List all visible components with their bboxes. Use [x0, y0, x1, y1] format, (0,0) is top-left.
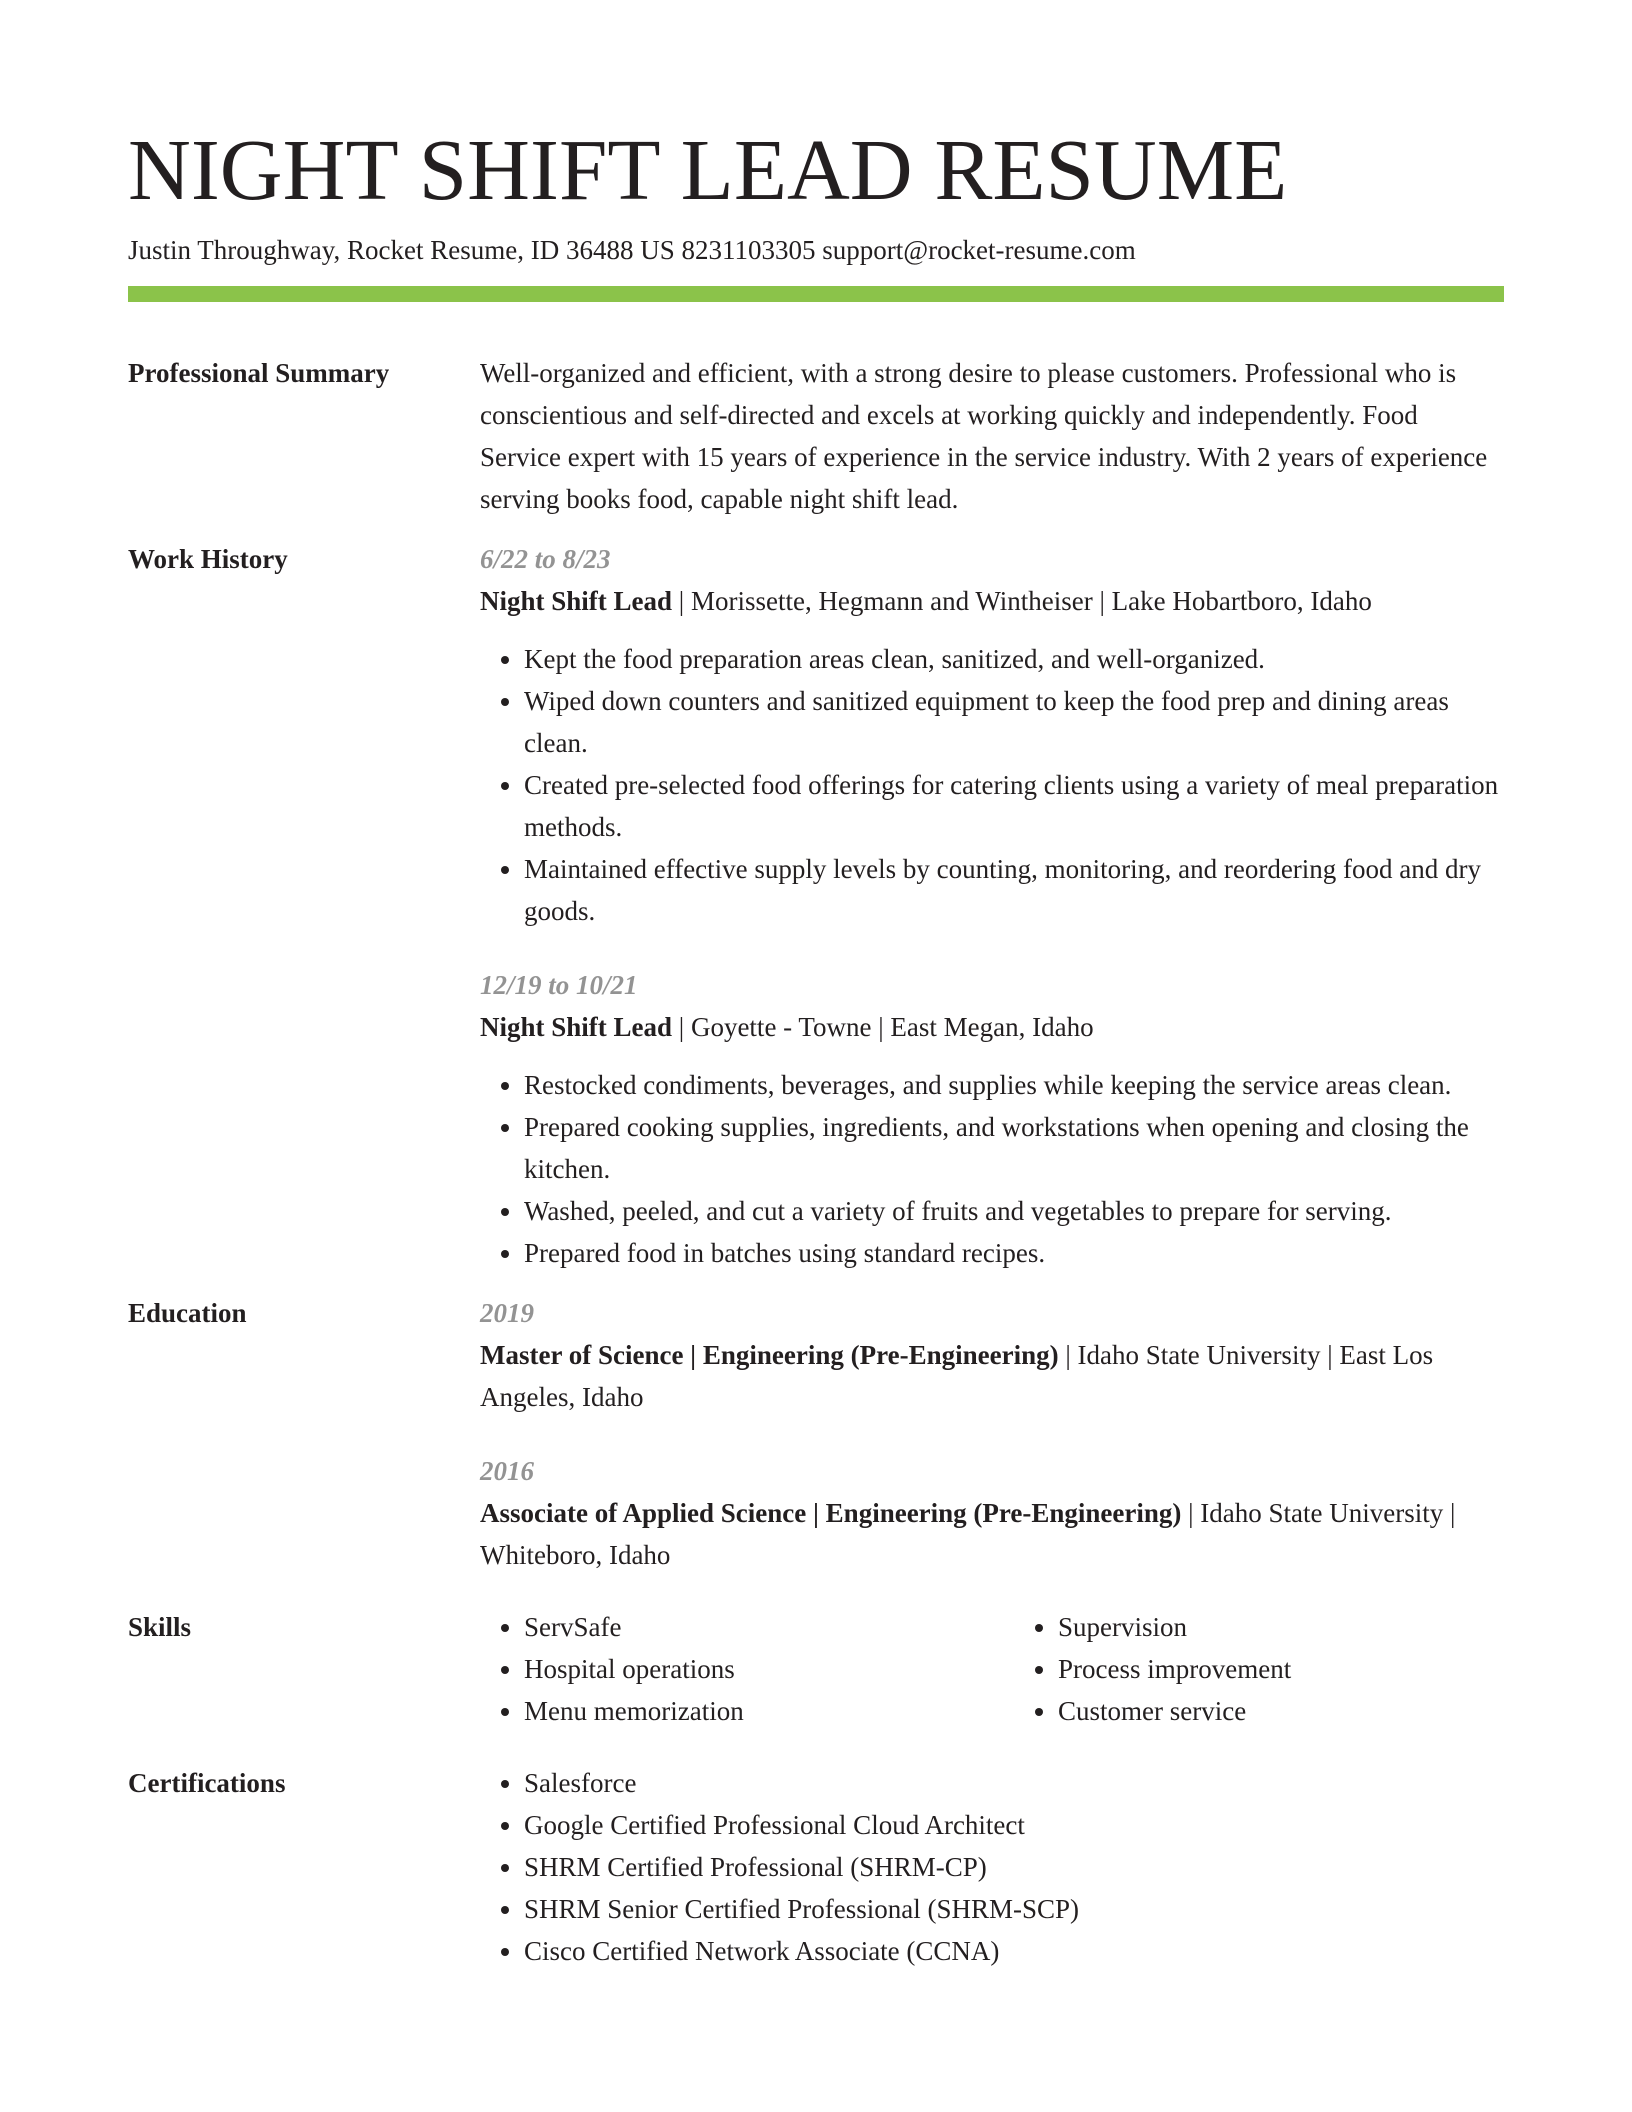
list-item: • Wiped down counters and sanitized equipment to keep the food prep and dining areas clean. — [524, 680, 1504, 764]
summary-text: Well-organized and efficient, with a strong desire to please customers. Professional who is conscientious and self-directed and excels at working quickly and independently. Food Service expert with 15 years of experience in the service industry. With 2 years of experience serving books food, capable night shift lead. — [480, 358, 1488, 514]
degree: Associate of Applied Science | Engineering (Pre-Engineering) — [480, 1498, 1182, 1528]
accent-divider — [128, 286, 1504, 302]
section-certifications — [128, 1762, 1504, 1972]
skills-list-right — [1014, 1606, 1504, 1732]
education-year: 2019 — [480, 1298, 534, 1328]
section-heading: Education — [128, 1298, 247, 1328]
education-details: | Idaho State University | East Los Angeles, Idaho — [480, 1340, 1434, 1412]
list-item: • ServSafe — [524, 1606, 970, 1648]
section-heading: Skills — [128, 1612, 192, 1642]
job-header — [480, 1006, 1504, 1048]
job-title: Night Shift Lead — [480, 586, 673, 616]
list-item: • Prepared food in batches using standard recipes. — [524, 1232, 1504, 1274]
education-entry — [480, 1450, 1504, 1576]
list-item: • Washed, peeled, and cut a variety of fruits and vegetables to prepare for serving. — [524, 1190, 1504, 1232]
list-item: • Menu memorization — [524, 1690, 970, 1732]
list-item: • Kept the food preparation areas clean, sanitized, and well-organized. — [524, 638, 1504, 680]
list-item: • Hospital operations — [524, 1648, 970, 1690]
job-bullets — [480, 1064, 1504, 1274]
list-item: • Prepared cooking supplies, ingredients, and workstations when opening and closing the kitchen. — [524, 1106, 1504, 1190]
job-header — [480, 580, 1504, 622]
job-bullets — [480, 638, 1504, 932]
job-title: Night Shift Lead — [480, 1012, 673, 1042]
list-item: • Customer service — [1058, 1690, 1504, 1732]
education-header — [480, 1492, 1504, 1576]
education-entry — [480, 1292, 1504, 1418]
certifications-list — [480, 1762, 1504, 1972]
list-item: • Maintained effective supply levels by counting, monitoring, and reordering food and dry goods. — [524, 848, 1504, 932]
education-details: | Idaho State University | Whiteboro, Idaho — [480, 1498, 1456, 1570]
list-item: • Created pre-selected food offerings for catering clients using a variety of meal preparation methods. — [524, 764, 1504, 848]
degree: Master of Science | Engineering (Pre-Engineering) — [480, 1340, 1059, 1370]
list-item: • Supervision — [1058, 1606, 1504, 1648]
resume-page — [128, 120, 1504, 1972]
job-details: | Morissette, Hegmann and Wintheiser | Lake Hobartboro, Idaho — [672, 586, 1372, 616]
skills-list-left — [480, 1606, 970, 1732]
list-item: • SHRM Certified Professional (SHRM-CP) — [524, 1846, 1504, 1888]
education-year: 2016 — [480, 1456, 534, 1486]
section-work-history — [128, 538, 1504, 1274]
list-item: • Salesforce — [524, 1762, 1504, 1804]
resume-title: NIGHT SHIFT LEAD RESUME — [128, 121, 1288, 218]
education-header — [480, 1334, 1504, 1418]
section-education — [128, 1292, 1504, 1576]
job-entry — [480, 964, 1504, 1274]
list-item: • SHRM Senior Certified Professional (SHRM-SCP) — [524, 1888, 1504, 1930]
list-item: • Cisco Certified Network Associate (CCNA) — [524, 1930, 1504, 1972]
job-details: | Goyette - Towne | East Megan, Idaho — [672, 1012, 1094, 1042]
job-entry — [480, 538, 1504, 932]
section-heading: Certifications — [128, 1768, 286, 1798]
section-heading: Work History — [128, 544, 288, 574]
contact-line: Justin Throughway, Rocket Resume, ID 36488 US 8231103305 support@rocket-resume.com — [128, 235, 1136, 265]
section-skills — [128, 1606, 1504, 1732]
section-summary — [128, 352, 1504, 520]
list-item: • Restocked condiments, beverages, and supplies while keeping the service areas clean. — [524, 1064, 1504, 1106]
job-dates: 6/22 to 8/23 — [480, 544, 611, 574]
section-heading: Professional Summary — [128, 358, 390, 388]
list-item: • Google Certified Professional Cloud Architect — [524, 1804, 1504, 1846]
job-dates: 12/19 to 10/21 — [480, 970, 638, 1000]
list-item: • Process improvement — [1058, 1648, 1504, 1690]
